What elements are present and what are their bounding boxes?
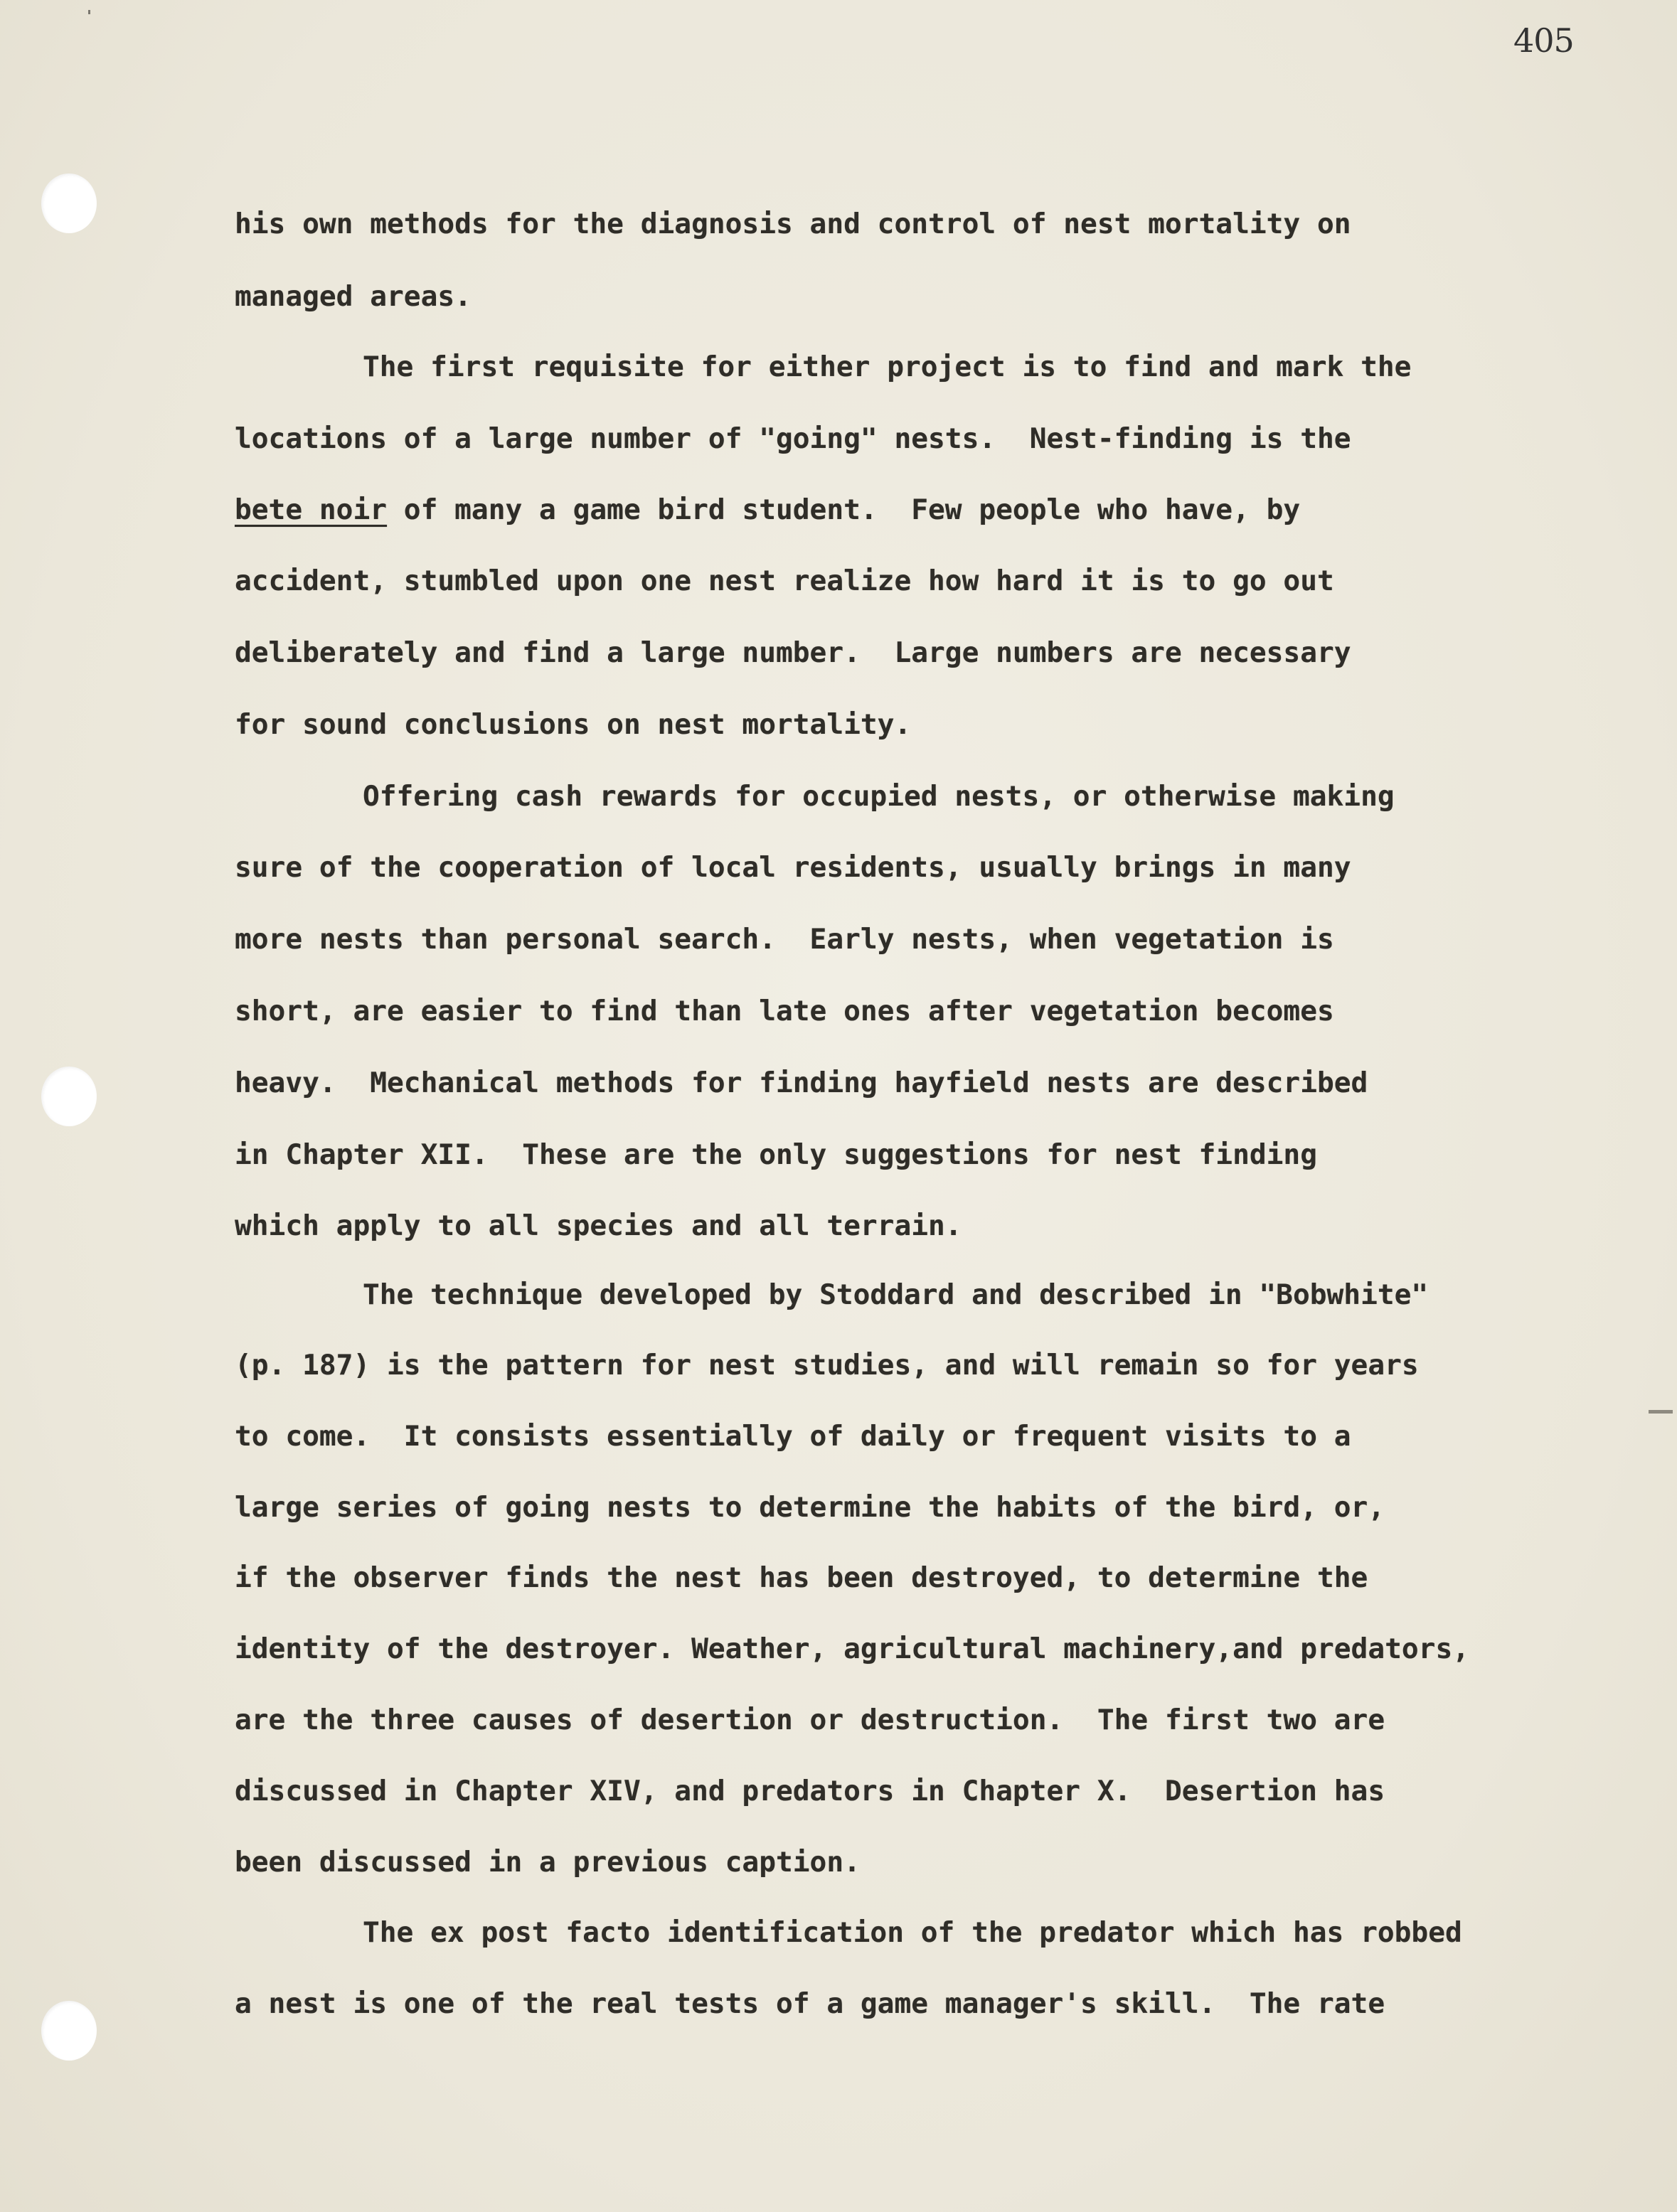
text-line: which apply to all species and all terrain. — [235, 1209, 962, 1242]
text-line-rest: of many a game bird student. Few people who have, by — [387, 493, 1301, 526]
underlined-phrase: bete noir — [235, 493, 388, 526]
stray-mark — [88, 10, 90, 14]
punch-hole-bottom — [41, 2001, 97, 2061]
punch-hole-top — [41, 173, 97, 233]
text-line: more nests than personal search. Early nests, when vegetation is — [235, 923, 1334, 956]
text-line: to come. It consists essentially of daily or frequent visits to a — [235, 1420, 1351, 1453]
stray-mark — [1649, 1410, 1673, 1414]
text-line: been discussed in a previous caption. — [235, 1846, 861, 1879]
text-line: heavy. Mechanical methods for finding hayfield nests are described — [235, 1067, 1368, 1099]
text-line: deliberately and find a large number. Large numbers are necessary — [235, 636, 1351, 669]
text-line: a nest is one of the real tests of a game manager's skill. The rate — [235, 1987, 1385, 2020]
text-line: sure of the cooperation of local residents, usually brings in many — [235, 851, 1351, 884]
text-line: are the three causes of desertion or destruction. The first two are — [235, 1704, 1385, 1736]
text-line: identity of the destroyer. Weather, agricultural machinery,and predators, — [235, 1633, 1470, 1665]
text-line: large series of going nests to determine the habits of the bird, or, — [235, 1491, 1385, 1524]
text-line: managed areas. — [235, 280, 472, 313]
text-line: (p. 187) is the pattern for nest studies, and will remain so for years — [235, 1349, 1419, 1382]
page-number: 405 — [1513, 21, 1574, 60]
text-line: The first requisite for either project is to find and mark the — [363, 351, 1412, 383]
text-line: discussed in Chapter XIV, and predators in Chapter X. Desertion has — [235, 1775, 1385, 1807]
text-line: The technique developed by Stoddard and described in "Bobwhite" — [363, 1278, 1429, 1311]
text-line: locations of a large number of "going" nests. Nest-finding is the — [235, 422, 1351, 455]
text-line: in Chapter XII. These are the only suggestions for nest finding — [235, 1138, 1317, 1171]
text-line: his own methods for the diagnosis and control of nest mortality on — [235, 208, 1351, 240]
text-line: accident, stumbled upon one nest realize how hard it is to go out — [235, 565, 1334, 597]
text-line: The ex post facto identification of the predator which has robbed — [363, 1916, 1462, 1949]
text-line: if the observer finds the nest has been destroyed, to determine the — [235, 1561, 1368, 1594]
punch-hole-middle — [41, 1067, 97, 1126]
text-line: Offering cash rewards for occupied nests, or otherwise making — [363, 780, 1395, 813]
text-line — [235, 488, 1586, 531]
text-line: for sound conclusions on nest mortality. — [235, 708, 912, 741]
text-line: short, are easier to find than late ones after vegetation becomes — [235, 995, 1334, 1027]
